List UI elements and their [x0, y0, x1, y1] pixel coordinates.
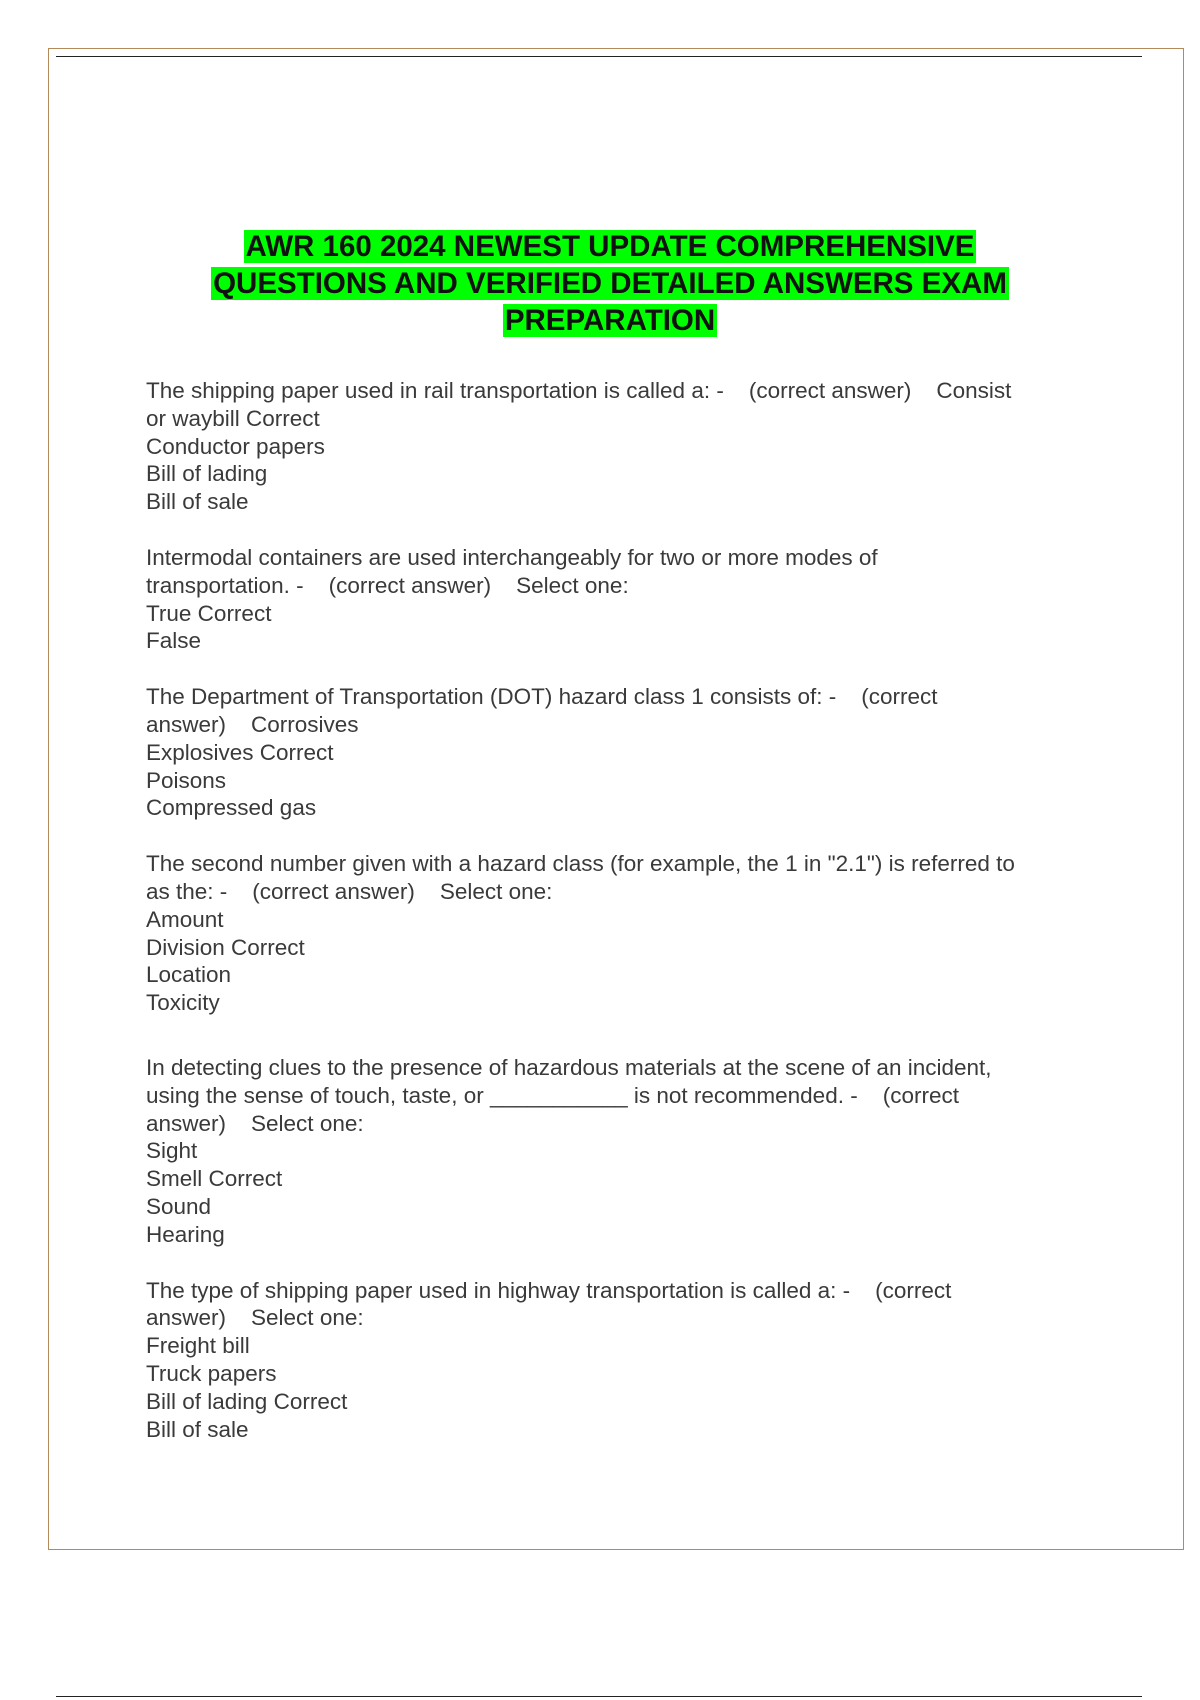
answer-option: Poisons [146, 767, 227, 793]
answer-option: Bill of lading Correct [146, 1388, 348, 1414]
answer-option: Amount [146, 906, 224, 932]
question-text: Intermodal containers are used interchangeably for two or more modes of [146, 544, 878, 570]
question-text: answer) Select one: [146, 1110, 364, 1136]
answer-option: Bill of sale [146, 1416, 249, 1442]
question-text: or waybill Correct [146, 405, 320, 431]
document-title [145, 228, 1075, 339]
answer-option: Freight bill [146, 1333, 250, 1359]
answer-option: False [146, 628, 202, 654]
answer-option: Bill of sale [146, 489, 249, 515]
question-block-5 [146, 1054, 1086, 1249]
question-text: as the: - (correct answer) Select one: [146, 878, 553, 904]
question-block-1 [146, 377, 1086, 516]
title-line-2: QUESTIONS AND VERIFIED DETAILED ANSWERS EXAM [213, 267, 1007, 300]
question-text: The Department of Transportation (DOT) hazard class 1 consists of: - (correct [146, 684, 938, 710]
answer-option: Smell Correct [146, 1166, 283, 1192]
question-text: transportation. - (correct answer) Select one: [146, 572, 629, 598]
answer-option: Truck papers [146, 1360, 277, 1386]
question-block-6 [146, 1277, 1086, 1444]
title-line-3: PREPARATION [504, 304, 716, 337]
answer-option: Hearing [146, 1221, 225, 1247]
answer-option: Conductor papers [146, 433, 325, 459]
answer-option: Compressed gas [146, 795, 317, 821]
answer-option: True Correct [146, 600, 272, 626]
question-text: The type of shipping paper used in highway transportation is called a: - (correct [146, 1277, 952, 1303]
question-text: In detecting clues to the presence of hazardous materials at the scene of an incident, [146, 1054, 992, 1080]
bottom-rule [56, 1696, 1142, 1697]
answer-option: Explosives Correct [146, 739, 334, 765]
answer-option: Bill of lading [146, 461, 268, 487]
answer-option: Toxicity [146, 990, 220, 1016]
question-text: using the sense of touch, taste, or ___________ is not recommended. - (correct [146, 1082, 959, 1108]
question-block-4 [146, 850, 1086, 1017]
question-block-3 [146, 683, 1086, 822]
question-text: answer) Corrosives [146, 711, 359, 737]
question-text: answer) Select one: [146, 1305, 364, 1331]
question-text: The shipping paper used in rail transportation is called a: - (correct answer) Consist [146, 378, 1012, 403]
answer-option: Sound [146, 1193, 212, 1219]
title-line-1: AWR 160 2024 NEWEST UPDATE COMPREHENSIVE [245, 230, 975, 263]
answer-option: Location [146, 962, 232, 988]
answer-option: Division Correct [146, 934, 305, 960]
answer-option: Sight [146, 1138, 198, 1164]
question-text: The second number given with a hazard class (for example, the 1 in "2.1") is referred to [146, 851, 1015, 877]
question-list [146, 377, 1086, 1471]
question-block-2 [146, 544, 1086, 655]
